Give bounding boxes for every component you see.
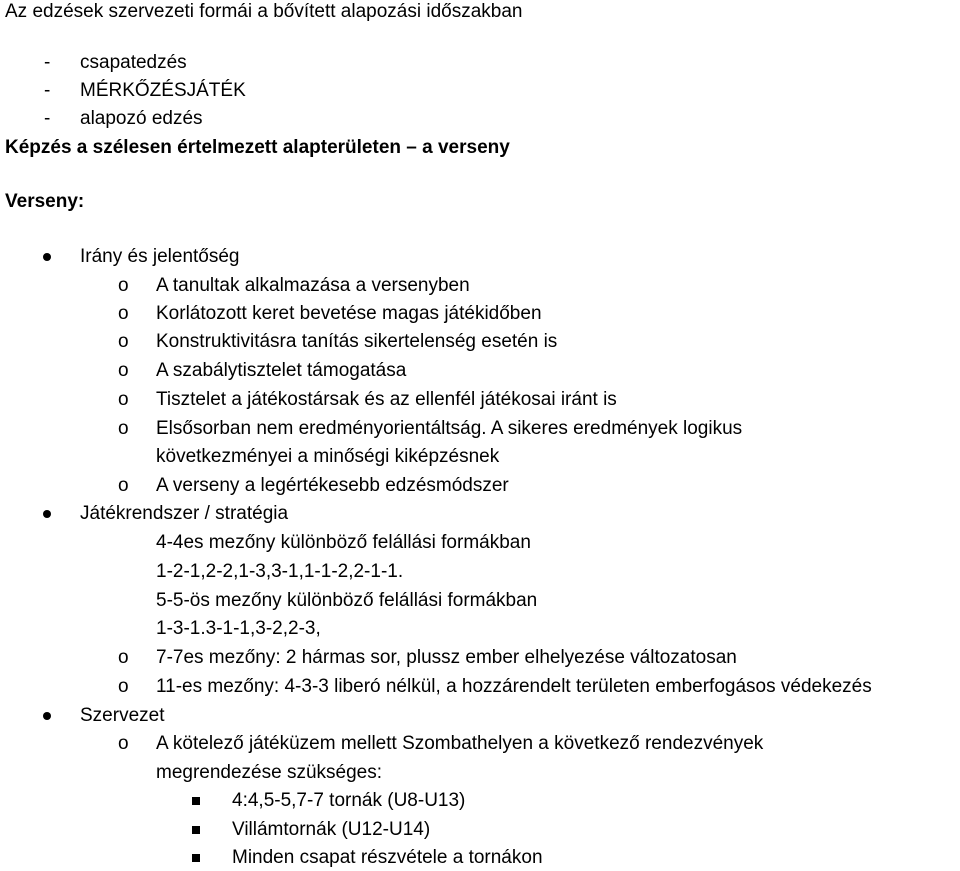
form-item: MÉRKŐZÉSJÁTÉK: [80, 80, 246, 101]
list-item: 7-7es mezőny: 2 hármas sor, plussz ember elhelyezése változatosan: [156, 647, 737, 668]
page-title: Az edzések szervezeti formái a bővített alapozási időszakban: [5, 1, 523, 22]
circle-bullet-icon: o: [118, 733, 129, 754]
circle-bullet-icon: o: [118, 676, 129, 697]
circle-bullet-icon: o: [118, 275, 129, 296]
square-bullet-icon: [192, 797, 200, 805]
training-heading: Képzés a szélesen értelmezett alapterületen – a verseny: [5, 137, 510, 158]
formation-line: 5-5-ös mezőny különböző felállási formákban: [156, 590, 538, 611]
dash-marker: -: [44, 52, 51, 73]
verseny-heading: Verseny:: [5, 191, 85, 212]
bullet-icon: [43, 712, 51, 720]
circle-bullet-icon: o: [118, 647, 129, 668]
list-item: A szabálytisztelet támogatása: [156, 360, 407, 381]
circle-bullet-icon: o: [118, 389, 129, 410]
circle-bullet-icon: o: [118, 418, 129, 439]
sub-list-item: Villámtornák (U12-U14): [232, 819, 431, 840]
form-item: csapatedzés: [80, 52, 187, 73]
list-item-continuation: következményei a minőségi kiképzésnek: [156, 446, 500, 467]
sub-list-item: 4:4,5-5,7-7 tornák (U8-U13): [232, 790, 466, 811]
list-item: Konstruktivitásra tanítás sikertelenség esetén is: [156, 331, 558, 352]
list-item-continuation: megrendezése szükséges:: [156, 762, 383, 783]
dash-marker: -: [44, 80, 51, 101]
formation-line: 4-4es mezőny különböző felállási formákban: [156, 532, 531, 553]
bullet-icon: [43, 510, 51, 518]
dash-marker: -: [44, 108, 51, 129]
list-item: A verseny a legértékesebb edzésmódszer: [156, 475, 509, 496]
list-item: A kötelező játéküzem mellett Szombathelyen a következő rendezvények: [156, 733, 764, 754]
circle-bullet-icon: o: [118, 331, 129, 352]
bullet-icon: [43, 253, 51, 261]
list-item: 11-es mezőny: 4-3-3 liberó nélkül, a hozzárendelt területen emberfogásos védekezés: [156, 676, 872, 697]
formation-line: 1-2-1,2-2,1-3,3-1,1-1-2,2-1-1.: [156, 561, 404, 582]
square-bullet-icon: [192, 826, 200, 834]
circle-bullet-icon: o: [118, 475, 129, 496]
section-label: Szervezet: [80, 705, 165, 726]
list-item: Elsősorban nem eredményorientáltság. A sikeres eredmények logikus: [156, 418, 743, 439]
form-item: alapozó edzés: [80, 108, 203, 129]
square-bullet-icon: [192, 854, 200, 862]
section-label: Irány és jelentőség: [80, 246, 240, 267]
list-item: Tisztelet a játékostársak és az ellenfél játékosai iránt is: [156, 389, 617, 410]
list-item: Korlátozott keret bevetése magas játékidőben: [156, 303, 542, 324]
list-item: A tanultak alkalmazása a versenyben: [156, 275, 470, 296]
circle-bullet-icon: o: [118, 360, 129, 381]
sub-list-item: Minden csapat részvétele a tornákon: [232, 847, 543, 868]
section-label: Játékrendszer / stratégia: [80, 503, 289, 524]
formation-line: 1-3-1.3-1-1,3-2,2-3,: [156, 618, 321, 639]
circle-bullet-icon: o: [118, 303, 129, 324]
